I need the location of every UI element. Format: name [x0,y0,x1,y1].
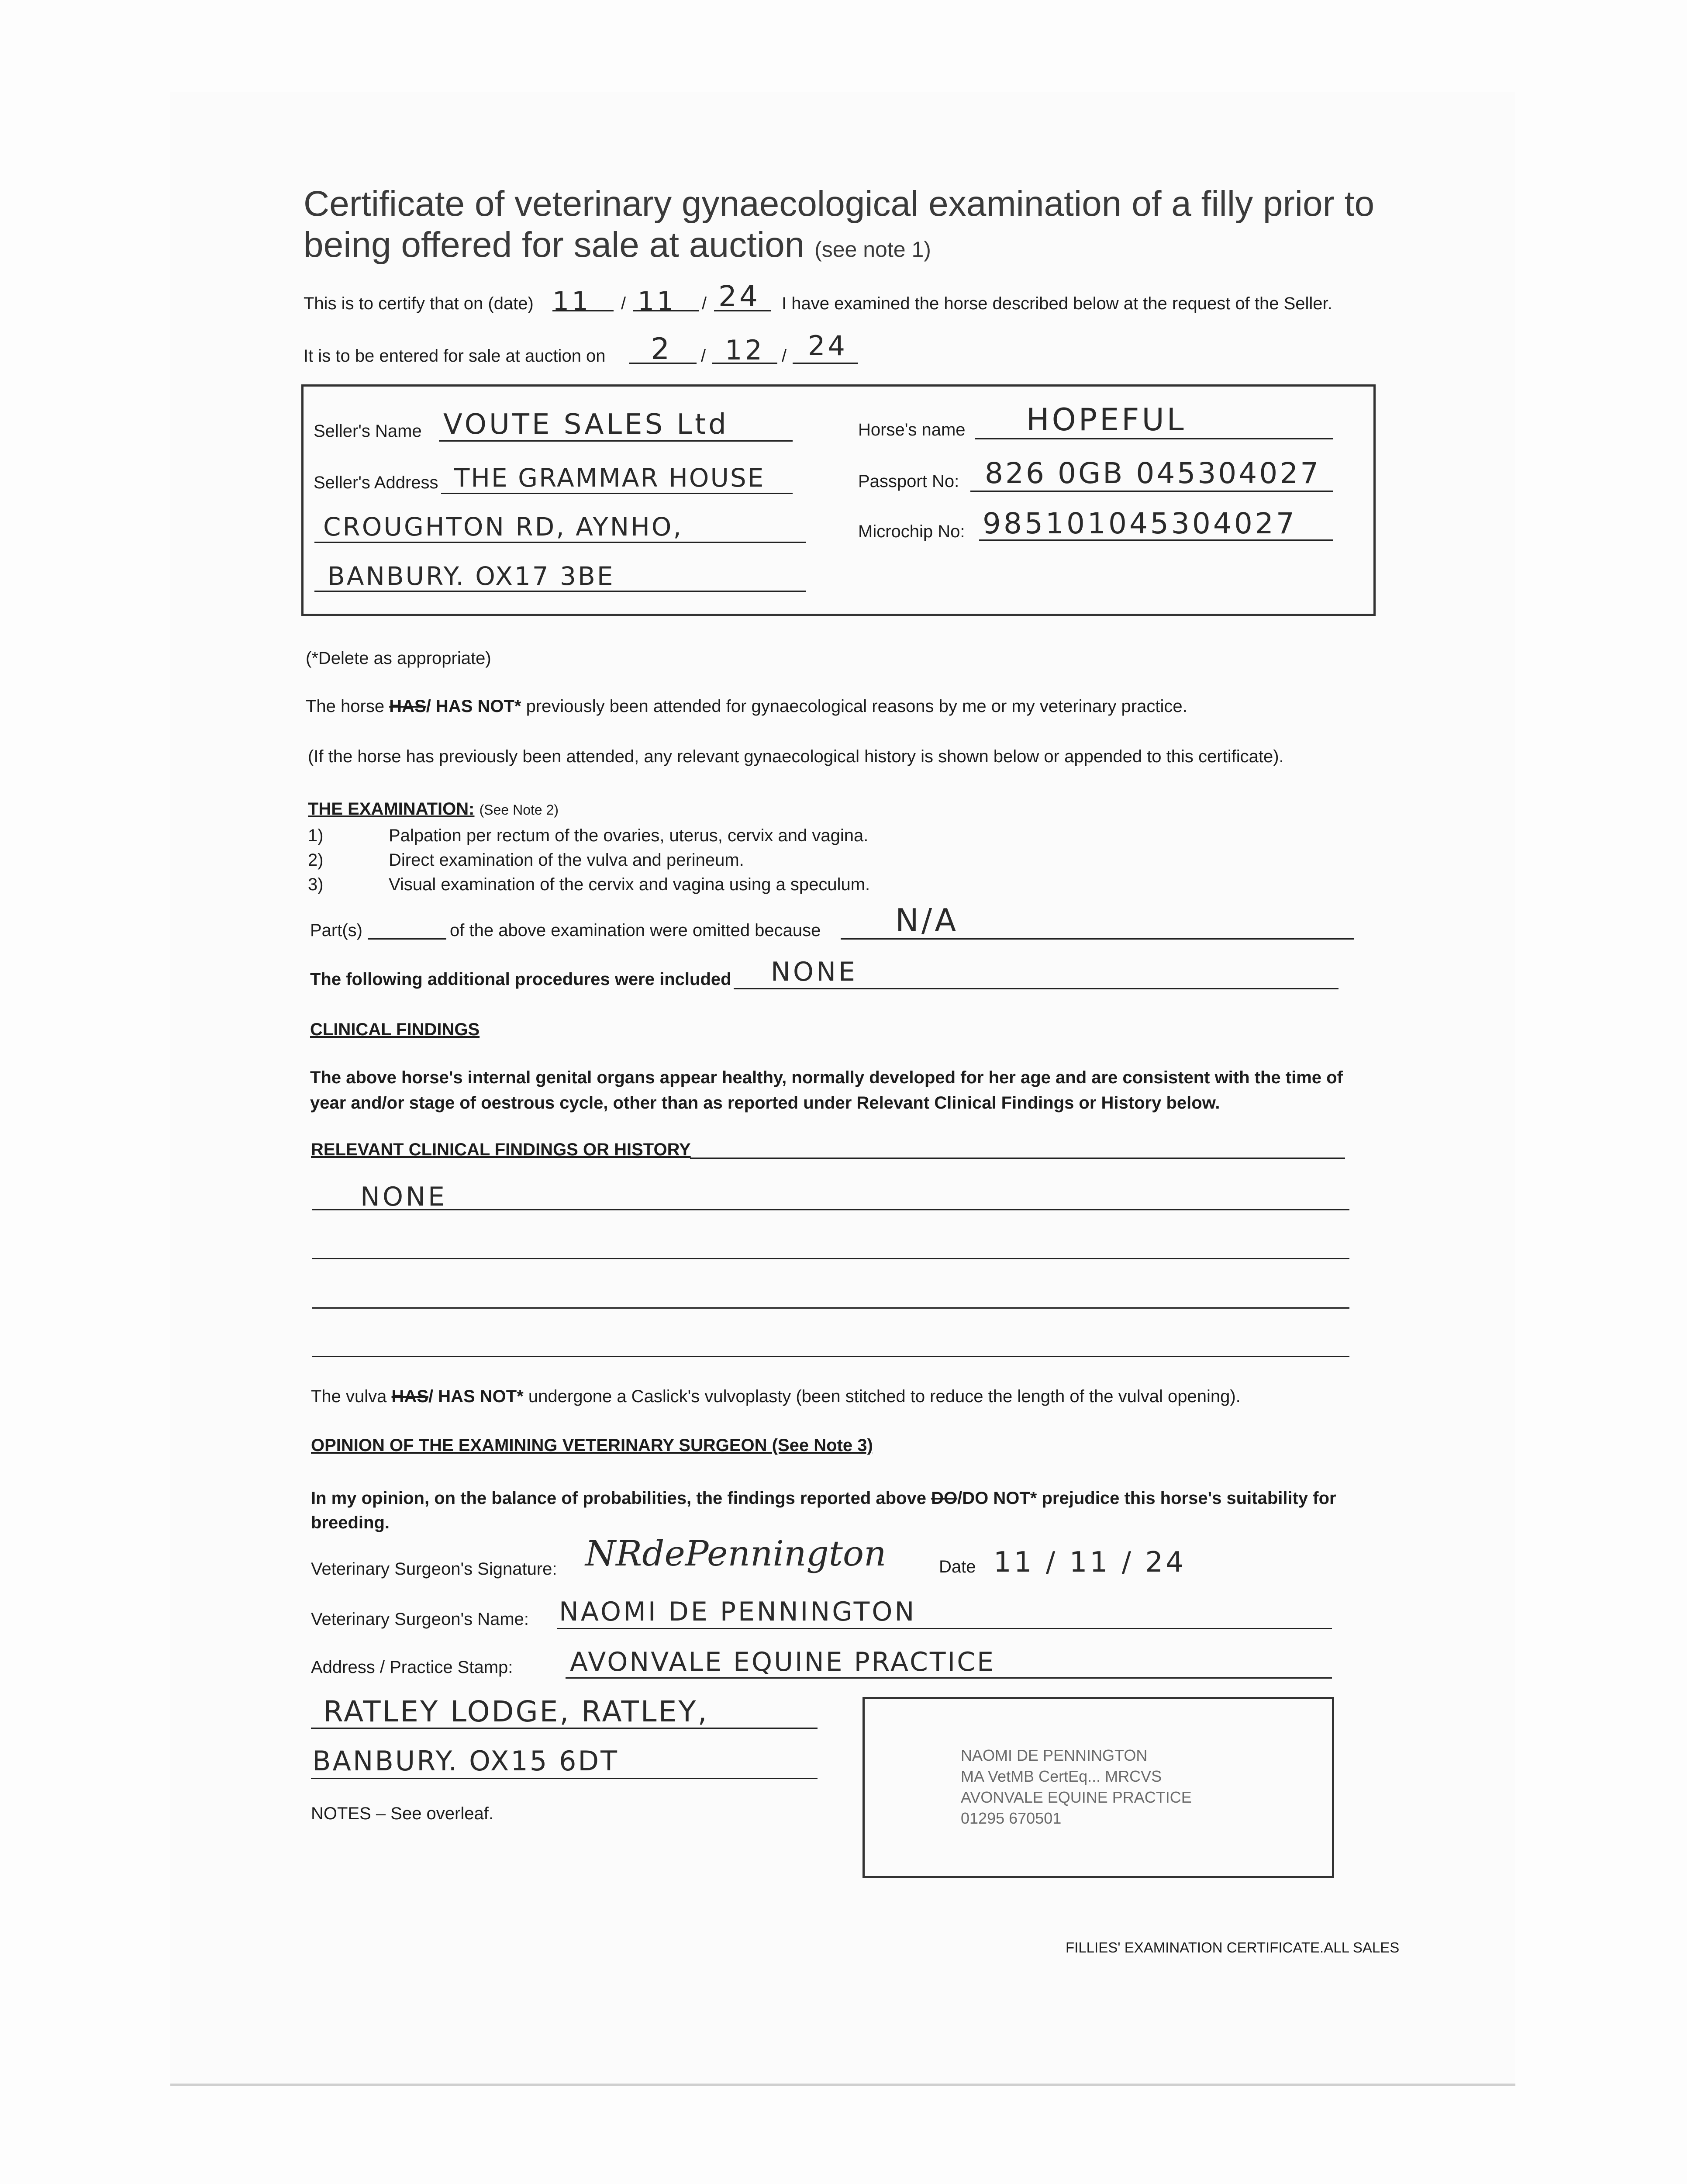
auction-year: 24 [808,330,848,362]
footer-text: FILLIES' EXAMINATION CERTIFICATE.ALL SALES [1066,1939,1400,1956]
passport-number: 826 0GB 045304027 [985,456,1321,490]
exam-item-num: 3) [308,875,324,894]
vet-name-label: Veterinary Surgeon's Name: [311,1610,529,1629]
examination-list [308,823,870,897]
notes-text: NOTES – See overleaf. [311,1804,493,1823]
exam-item-num: 1) [308,826,324,845]
delete-note: (*Delete as appropriate) [306,649,491,668]
vet-date-label: Date [939,1557,976,1576]
vet-signature: NRdePennington [585,1533,887,1574]
attended-struck: HAS [389,697,426,716]
auction-month: 12 [725,334,765,366]
clinical-heading: CLINICAL FINDINGS [310,1020,480,1039]
omitted-reason: N/A [895,902,959,939]
seller-address-label: Seller's Address [314,473,438,492]
vulva-statement [311,1387,1241,1406]
attended-kept: / HAS NOT* [426,697,521,716]
opinion-struck: DO [931,1489,958,1508]
auction-prefix: It is to be entered for sale at auction on [304,346,606,366]
opinion-heading: OPINION OF THE EXAMINING VETERINARY SURGEON (See Note 3) [311,1436,873,1455]
horse-name: HOPEFUL [1026,402,1187,438]
attended-suffix: previously been attended for gynaecological reasons by me or my veterinary practice. [526,697,1187,716]
auction-day: 2 [651,332,673,366]
practice-stamp [961,1745,1192,1829]
clinical-statement: The above horse's internal genital organs appear healthy, normally developed for her age and are consistent with the time of year and/or stage of oestrous cycle, other than as reported under Relevant Clinical Findings or History below. [310,1068,1343,1113]
exam-item [308,848,870,872]
slash-1: / [621,294,626,313]
title-line-2 [304,225,1395,266]
additional-value: NONE [771,957,858,987]
exam-day: 11 [552,286,591,317]
vet-date: 11 / 11 / 24 [994,1546,1186,1579]
vulva-prefix: The vulva [311,1387,387,1406]
slash-2: / [702,294,707,313]
seller-address-line-1: THE GRAMMAR HOUSE [454,463,765,493]
relevant-value: NONE [360,1182,447,1212]
seller-address-line-2: CROUGHTON RD, AYNHO, [323,512,683,542]
exam-year: 24 [718,280,760,313]
stamp-line: MA VetMB CertEq... MRCVS [961,1767,1162,1785]
certify-suffix: I have examined the horse described below at the request of the Seller. [782,294,1332,313]
title-note: (see note 1) [814,237,931,262]
vet-name: NAOMI DE PENNINGTON [559,1597,917,1627]
page-title [304,183,1395,266]
opinion-prefix: In my opinion, on the balance of probabilities, the findings reported above [311,1489,927,1508]
exam-item-text: Visual examination of the cervix and vagina using a speculum. [389,875,870,894]
attended-prefix: The horse [306,697,385,716]
examination-heading [308,799,559,819]
examination-heading-note: (See Note 2) [479,802,559,818]
exam-item [308,823,870,848]
passport-label: Passport No: [858,472,959,491]
stamp-line: AVONVALE EQUINE PRACTICE [961,1788,1192,1806]
vulva-suffix: undergone a Caslick's vulvoplasty (been stitched to reduce the length of the vulval opening). [528,1387,1241,1406]
horse-name-label: Horse's name [858,420,966,439]
history-note: (If the horse has previously been attended, any relevant gynaecological history is shown below or appended to this certificate). [308,747,1284,766]
slash-3: / [701,346,706,366]
omitted-mid: of the above examination were omitted because [450,921,821,940]
exam-item-num: 2) [308,850,324,870]
vet-address-line-3: BANBURY. OX15 6DT [312,1745,619,1777]
exam-item-text: Direct examination of the vulva and perineum. [389,850,744,870]
seller-address-line-3: BANBURY. OX17 3BE [328,561,615,591]
certify-prefix: This is to certify that on (date) [304,294,534,313]
signature-label: Veterinary Surgeon's Signature: [311,1559,557,1579]
examination-heading-text: THE EXAMINATION: [308,799,475,819]
exam-month: 11 [638,286,676,317]
exam-item-text: Palpation per rectum of the ovaries, uterus, cervix and vagina. [389,826,869,845]
seller-name-label: Seller's Name [314,422,422,441]
exam-item [308,872,870,897]
microchip-number: 985101045304027 [983,507,1297,540]
seller-name: VOUTE SALES Ltd [443,408,729,441]
stamp-line: NAOMI DE PENNINGTON [961,1746,1148,1764]
additional-label: The following additional procedures were included [310,970,731,989]
vet-address-line-1: AVONVALE EQUINE PRACTICE [570,1647,996,1677]
vet-address-line-2: RATLEY LODGE, RATLEY, [323,1695,709,1728]
opinion-suffix: prejudice this horse's suitability for breeding. [311,1489,1336,1532]
attended-statement [306,697,1187,716]
omitted-prefix: Part(s) [310,921,362,940]
title-line-1: Certificate of veterinary gynaecological examination of a filly prior to [304,184,1375,224]
stamp-line: 01295 670501 [961,1809,1062,1827]
microchip-label: Microchip No: [858,522,965,541]
slash-4: / [782,346,787,366]
relevant-heading: RELEVANT CLINICAL FINDINGS OR HISTORY [311,1140,691,1159]
vet-address-label: Address / Practice Stamp: [311,1658,513,1677]
title-line-2-text: being offered for sale at auction [304,225,805,265]
opinion-kept: /DO NOT* [957,1489,1037,1508]
opinion-statement [311,1486,1359,1535]
vulva-kept: / HAS NOT* [428,1387,524,1406]
vulva-struck: HAS [391,1387,428,1406]
